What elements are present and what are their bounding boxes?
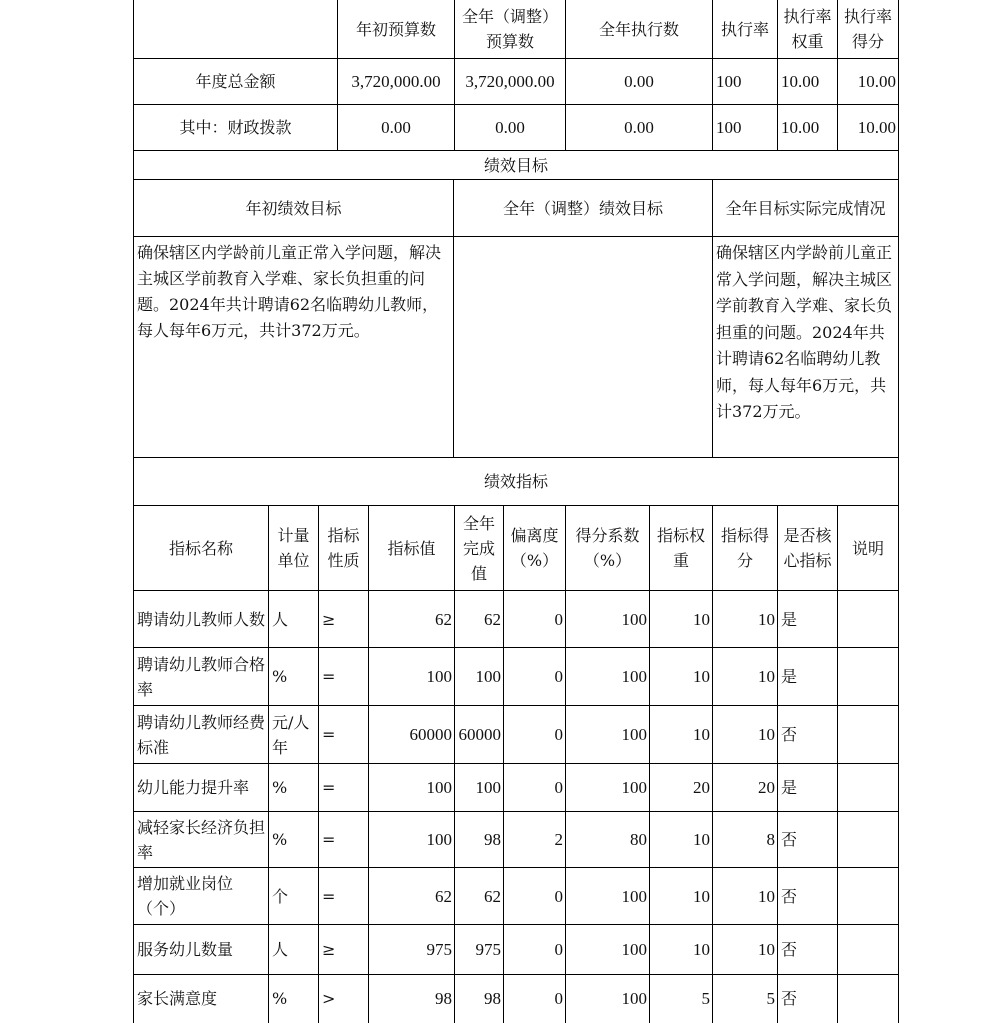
- header-rate-score: 执行率得分: [843, 7, 892, 51]
- indicator-name: 聘请幼儿教师合格率: [137, 654, 266, 699]
- table-rule: [133, 924, 899, 925]
- header-adjusted-budget: 全年（调整）预算数: [461, 7, 558, 51]
- indicator-core: 是: [781, 609, 798, 629]
- indicator-weight: 5: [701, 989, 710, 1008]
- indicator-target: 100: [426, 778, 452, 797]
- indicator-weight: 10: [693, 886, 710, 906]
- header-indicator-name: 指标名称: [168, 538, 233, 558]
- budget-rate-value: 100: [716, 118, 742, 137]
- budget-weight-value: 10.00: [781, 72, 820, 91]
- indicator-note: [838, 812, 898, 867]
- indicator-name: 增加就业岗位（个）: [137, 874, 234, 918]
- indicator-coefficient: 100: [621, 725, 647, 744]
- indicator-weight: 10: [693, 725, 710, 744]
- indicator-note: [838, 591, 898, 647]
- indicator-unit: 人: [272, 940, 289, 959]
- indicator-core: 否: [781, 886, 798, 906]
- indicator-deviation: 2: [554, 830, 563, 849]
- indicator-nature: =: [322, 830, 336, 849]
- indicator-coefficient: 80: [630, 830, 647, 849]
- indicator-weight: 10: [693, 940, 710, 959]
- table-rule: [777, 0, 778, 151]
- indicator-nature: =: [322, 667, 336, 686]
- table-rule: [133, 974, 899, 975]
- table-rule: [268, 505, 269, 1023]
- table-rule: [565, 505, 566, 1023]
- indicator-target: 98: [435, 989, 452, 1008]
- indicator-score: 10: [758, 886, 775, 906]
- indicator-target: 60000: [409, 725, 452, 744]
- indicator-score: 10: [758, 667, 775, 686]
- table-rule: [133, 236, 899, 237]
- header-target-value: 指标值: [387, 538, 436, 558]
- budget-initial-value: 3,720,000.00: [351, 72, 441, 91]
- goals-initial-header: 年初绩效目标: [245, 198, 342, 218]
- indicator-unit: 人: [272, 609, 289, 629]
- indicator-unit: %: [272, 778, 288, 797]
- table-rule: [133, 705, 899, 706]
- indicator-weight: 10: [693, 609, 710, 629]
- budget-row-label: 其中：财政拨款: [179, 118, 292, 137]
- indicator-score: 5: [766, 989, 775, 1008]
- header-note: 说明: [851, 538, 884, 558]
- table-rule: [837, 0, 838, 151]
- indicator-score: 10: [758, 609, 775, 629]
- indicator-note: [838, 764, 898, 811]
- table-rule: [133, 867, 899, 868]
- indicator-nature: =: [322, 778, 336, 797]
- table-rule: [712, 179, 713, 458]
- indicator-actual: 60000: [458, 725, 501, 744]
- table-rule: [777, 505, 778, 1023]
- budget-adjusted-value: 3,720,000.00: [465, 72, 555, 91]
- indicator-coefficient: 100: [621, 940, 647, 959]
- table-rule: [503, 505, 504, 1023]
- goals-adjusted-header: 全年（调整）绩效目标: [502, 198, 663, 218]
- table-rule: [318, 505, 319, 1023]
- indicator-deviation: 0: [554, 778, 563, 797]
- table-rule: [133, 150, 899, 151]
- table-rule: [133, 811, 899, 812]
- budget-adjusted-value: 0.00: [495, 118, 525, 137]
- table-rule: [133, 505, 899, 506]
- indicator-unit: 个: [272, 886, 289, 906]
- indicator-deviation: 0: [554, 886, 563, 906]
- indicator-target: 100: [426, 830, 452, 849]
- budget-score-value: 10.00: [857, 72, 896, 91]
- goals-adjusted-text: [454, 237, 712, 457]
- header-coefficient: 得分系数（%）: [575, 526, 640, 570]
- indicator-core: 否: [781, 725, 798, 744]
- indicator-weight: 20: [693, 778, 710, 797]
- budget-weight-value: 10.00: [781, 118, 820, 137]
- header-core-indicator: 是否核心指标: [783, 526, 832, 570]
- table-rule: [337, 0, 338, 151]
- budget-row-label: 年度总金额: [195, 72, 276, 91]
- header-deviation: 偏离度（%）: [510, 526, 559, 570]
- table-rule: [133, 590, 899, 591]
- table-rule: [453, 179, 454, 458]
- indicator-actual: 100: [475, 778, 501, 797]
- indicator-name: 服务幼儿数量: [137, 940, 234, 959]
- table-rule: [898, 0, 899, 1023]
- table-rule: [368, 505, 369, 1023]
- table-rule: [133, 647, 899, 648]
- indicator-core: 否: [781, 940, 798, 959]
- header-rate-weight: 执行率权重: [783, 7, 832, 51]
- indicator-note: [838, 648, 898, 705]
- budget-initial-value: 0.00: [381, 118, 411, 137]
- indicator-core: 是: [781, 667, 798, 686]
- indicator-target: 975: [426, 940, 452, 959]
- indicator-deviation: 0: [554, 989, 563, 1008]
- indicator-weight: 10: [693, 667, 710, 686]
- indicator-actual: 62: [484, 609, 501, 629]
- table-rule: [133, 179, 899, 180]
- goals-actual-text: 确保辖区内学龄前儿童正常入学问题，解决主城区学前教育入学难、家长负担重的问题。2024年共计聘请62名临聘幼儿教师，每人每年6万元，共计372万元。: [716, 243, 893, 421]
- indicator-unit: 元/人年: [272, 712, 310, 757]
- header-nature: 指标性质: [327, 526, 360, 570]
- indicator-weight: 10: [693, 830, 710, 849]
- indicator-nature: ≥: [322, 940, 336, 959]
- budget-executed-value: 0.00: [624, 118, 654, 137]
- indicator-note: [838, 975, 898, 1022]
- table-rule: [133, 58, 899, 59]
- indicator-name: 幼儿能力提升率: [137, 778, 250, 797]
- table-rule: [133, 0, 134, 1023]
- table-rule: [565, 0, 566, 151]
- goals-initial-text: 确保辖区内学龄前儿童正常入学问题，解决主城区学前教育入学难、家长负担重的问题。2024年共计聘请62名临聘幼儿教师，每人每年6万元，共计372万元。: [137, 243, 442, 340]
- indicator-note: [838, 925, 898, 974]
- indicator-target: 62: [435, 886, 452, 906]
- table-rule: [133, 104, 899, 105]
- goals-actual-header: 全年目标实际完成情况: [725, 198, 886, 218]
- indicator-actual: 100: [475, 667, 501, 686]
- indicator-nature: ≥: [322, 609, 336, 629]
- indicator-actual: 98: [484, 989, 501, 1008]
- header-execution-rate: 执行率: [720, 19, 769, 39]
- header-unit: 计量单位: [277, 526, 310, 570]
- indicator-coefficient: 100: [621, 667, 647, 686]
- indicator-unit: %: [272, 989, 288, 1008]
- indicator-name: 聘请幼儿教师经费标准: [137, 712, 266, 757]
- table-rule: [837, 505, 838, 1023]
- indicator-name: 聘请幼儿教师人数: [137, 609, 266, 629]
- indicator-deviation: 0: [554, 940, 563, 959]
- budget-rate-value: 100: [716, 72, 742, 91]
- header-initial-budget: 年初预算数: [355, 19, 436, 39]
- goals-section-title: 绩效目标: [483, 155, 548, 175]
- indicator-score: 10: [758, 725, 775, 744]
- table-rule: [454, 505, 455, 1023]
- table-rule: [454, 0, 455, 151]
- indicator-deviation: 0: [554, 725, 563, 744]
- indicator-deviation: 0: [554, 609, 563, 629]
- indicator-coefficient: 100: [621, 989, 647, 1008]
- table-rule: [649, 505, 650, 1023]
- indicator-core: 否: [781, 989, 798, 1008]
- header-executed: 全年执行数: [598, 19, 679, 39]
- indicator-unit: %: [272, 667, 288, 686]
- indicator-target: 100: [426, 667, 452, 686]
- indicator-nature: >: [322, 989, 336, 1008]
- indicator-name: 减轻家长经济负担率: [137, 817, 266, 862]
- indicator-actual: 975: [475, 940, 501, 959]
- indicator-score: 10: [758, 940, 775, 959]
- indicator-score: 20: [758, 778, 775, 797]
- indicator-name: 家长满意度: [137, 989, 218, 1008]
- indicator-actual: 98: [484, 830, 501, 849]
- indicator-core: 否: [781, 830, 798, 849]
- indicator-nature: =: [322, 725, 336, 744]
- indicator-nature: =: [322, 886, 336, 906]
- indicator-actual: 62: [484, 886, 501, 906]
- budget-executed-value: 0.00: [624, 72, 654, 91]
- header-indicator-score: 指标得分: [720, 526, 769, 570]
- indicators-section-title: 绩效指标: [483, 472, 548, 491]
- indicator-unit: %: [272, 830, 288, 849]
- indicator-core: 是: [781, 778, 798, 797]
- indicator-deviation: 0: [554, 667, 563, 686]
- indicator-coefficient: 100: [621, 609, 647, 629]
- header-indicator-weight: 指标权重: [656, 526, 705, 570]
- indicator-note: [838, 868, 898, 924]
- indicator-coefficient: 100: [621, 886, 647, 906]
- indicator-note: [838, 706, 898, 763]
- table-rule: [133, 457, 899, 458]
- budget-score-value: 10.00: [857, 118, 896, 137]
- indicator-target: 62: [435, 609, 452, 629]
- table-rule: [133, 763, 899, 764]
- indicator-score: 8: [766, 830, 775, 849]
- table-rule: [712, 0, 713, 151]
- indicator-coefficient: 100: [621, 778, 647, 797]
- header-actual-value: 全年完成值: [462, 513, 495, 583]
- table-rule: [712, 505, 713, 1023]
